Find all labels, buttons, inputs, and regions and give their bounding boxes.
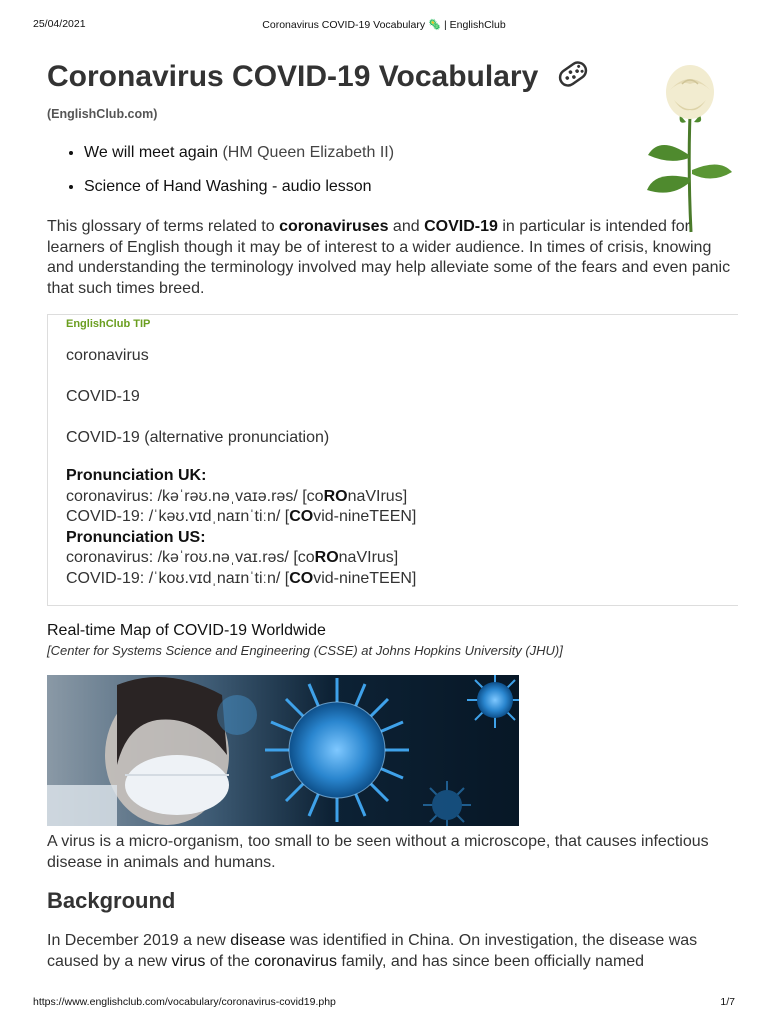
audio-word-covid19-alt[interactable]: COVID-19 (alternative pronunciation) bbox=[66, 429, 330, 446]
pronunciation-uk-heading: Pronunciation UK: bbox=[66, 467, 207, 484]
virus-icon bbox=[555, 56, 591, 100]
virus-caption: A virus is a micro-organism, too small to be seen without a microscope, that causes infectious disease in animals and humans. bbox=[47, 833, 709, 871]
audio-word-coronavirus[interactable]: coronavirus bbox=[66, 347, 149, 364]
print-url: https://www.englishclub.com/vocabulary/coronavirus-covid19.php bbox=[33, 996, 336, 1008]
pronunciation-line: coronavirus: /kəˈrəʊ.nəˌvaɪə.rəs/ [coROnaVIrus] bbox=[66, 487, 408, 505]
list-item bbox=[84, 177, 394, 197]
pronunciation-block bbox=[66, 466, 416, 589]
realtime-map-link[interactable]: Real-time Map of COVID-19 Worldwide bbox=[47, 622, 326, 639]
print-title: Coronavirus COVID-19 Vocabulary 🦠 | EnglishClub bbox=[262, 19, 506, 31]
intro-text: This glossary of terms related to bbox=[47, 218, 280, 235]
keyword-coronaviruses[interactable]: coronaviruses bbox=[279, 218, 389, 235]
link-note: (HM Queen Elizabeth II) bbox=[222, 144, 395, 161]
pronunciation-line: COVID-19: /ˈkəʊ.vɪdˌnaɪnˈtiːn/ [COvid-nineTEEN] bbox=[66, 508, 417, 525]
audio-word-covid19[interactable]: COVID-19 bbox=[66, 388, 140, 405]
source-label: (EnglishClub.com) bbox=[47, 107, 158, 121]
related-links bbox=[64, 143, 394, 211]
page-number: 1/7 bbox=[720, 996, 735, 1008]
section-heading-background: Background bbox=[47, 888, 176, 913]
tip-heading: EnglishClub TIP bbox=[66, 318, 151, 330]
intro-text: in particular is intended for learners of English though it may be of interest to a wider audience. In times of crisis, knowing and understanding the terminology involved may help alleviate some of the fears and even panic that such times breed. bbox=[47, 218, 731, 297]
link-hand-washing[interactable]: Science of Hand Washing - audio lesson bbox=[84, 178, 372, 195]
print-date: 25/04/2021 bbox=[33, 18, 86, 30]
background-paragraph: In December 2019 a new disease was identified in China. On investigation, the disease was caused by a new virus of the coronavirus family, and has since been officially named bbox=[47, 932, 698, 970]
keyword-virus[interactable]: virus bbox=[171, 952, 206, 970]
list-item bbox=[84, 143, 394, 163]
pronunciation-line: coronavirus: /kəˈroʊ.nəˌvaɪ.rəs/ [coROnaVIrus] bbox=[66, 549, 399, 566]
keyword-coronavirus[interactable]: coronavirus bbox=[254, 952, 337, 970]
keyword-covid19[interactable]: COVID-19 bbox=[424, 218, 498, 235]
rose-image bbox=[640, 60, 740, 240]
page-title bbox=[47, 56, 591, 100]
link-we-will-meet-again[interactable]: We will meet again bbox=[84, 144, 218, 161]
intro-paragraph bbox=[47, 217, 737, 299]
virus-photo bbox=[47, 675, 519, 826]
map-source: [Center for Systems Science and Engineering (CSSE) at Johns Hopkins University (JHU)] bbox=[47, 643, 563, 658]
page-title-text: Coronavirus COVID-19 Vocabulary bbox=[47, 59, 539, 93]
pronunciation-line: COVID-19: /ˈkoʊ.vɪdˌnaɪnˈtiːn/ [COvid-nineTEEN] bbox=[66, 569, 417, 587]
keyword-disease[interactable]: disease bbox=[230, 932, 286, 949]
pronunciation-us-heading: Pronunciation US: bbox=[66, 528, 206, 546]
intro-text: and bbox=[388, 218, 425, 235]
